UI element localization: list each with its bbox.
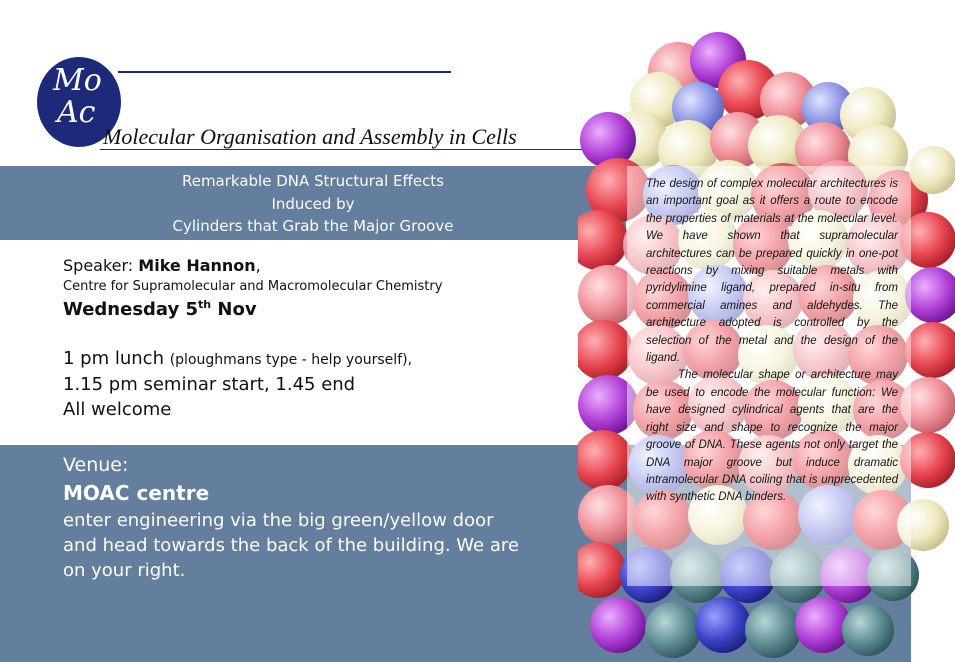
venue-directions-line-2: and head towards the back of the building. We are	[63, 535, 519, 556]
seminar-time: 1.15 pm seminar start, 1.45 end	[63, 374, 356, 395]
talk-date	[63, 298, 257, 320]
speaker-name: Mike Hannon	[138, 256, 256, 275]
welcome-note: All welcome	[63, 399, 172, 420]
venue-directions-line-3: on your right.	[63, 560, 186, 581]
logo-text-mo: Mo	[53, 63, 102, 98]
talk-title-line-2: Induced by	[271, 195, 355, 213]
venue-directions-line-1: enter engineering via the big green/yellow door	[63, 510, 494, 531]
abstract-paragraph-1: The design of complex molecular architectures is an important goal as it offers a route to encode the properties of materials at the molecular level. We have shown that supramolecular architectures can be prepared quickly in one-pot reactions by mixing suitable metals with pyridylimine ligand, prepared in-situ from commercial amines and aldehydes. The architecture adopted is controlled by the selection of the metal and the design of the ligand.	[646, 178, 898, 365]
abstract-paragraph-2: The molecular shape or architecture may be used to encode the molecular function: We have designed cylindrical agents that are the right size and shape to recognize the major groove of DNA. These agents not only target the DNA major groove but induce dramatic intramolecular DNA coiling that is unprecedented with synthetic DNA binders.	[646, 369, 898, 504]
lunch-note: (ploughmans type - help yourself),	[169, 352, 413, 368]
organisation-name: Molecular Organisation and Assembly in Cells	[103, 124, 517, 149]
date-suffix: th	[198, 298, 212, 311]
speaker-line	[63, 256, 261, 275]
lunch-line	[63, 348, 412, 369]
abstract-text	[646, 176, 898, 507]
talk-title-line-1: Remarkable DNA Structural Effects	[181, 172, 445, 190]
speaker-affiliation: Centre for Supramolecular and Macromolecular Chemistry	[63, 279, 443, 294]
talk-title-line-3: Cylinders that Grab the Major Groove	[172, 217, 454, 235]
organisation-underline	[100, 149, 605, 150]
logo-text-ac: Ac	[57, 95, 96, 130]
date-day: Wednesday 5	[63, 299, 199, 320]
venue-name: MOAC centre	[63, 481, 210, 505]
lunch-time: 1 pm lunch	[63, 348, 170, 369]
date-month: Nov	[211, 299, 257, 320]
venue-label: Venue:	[63, 454, 129, 476]
header-rule	[118, 71, 451, 73]
speaker-suffix: ,	[255, 256, 261, 275]
speaker-prefix: Speaker:	[63, 256, 139, 275]
